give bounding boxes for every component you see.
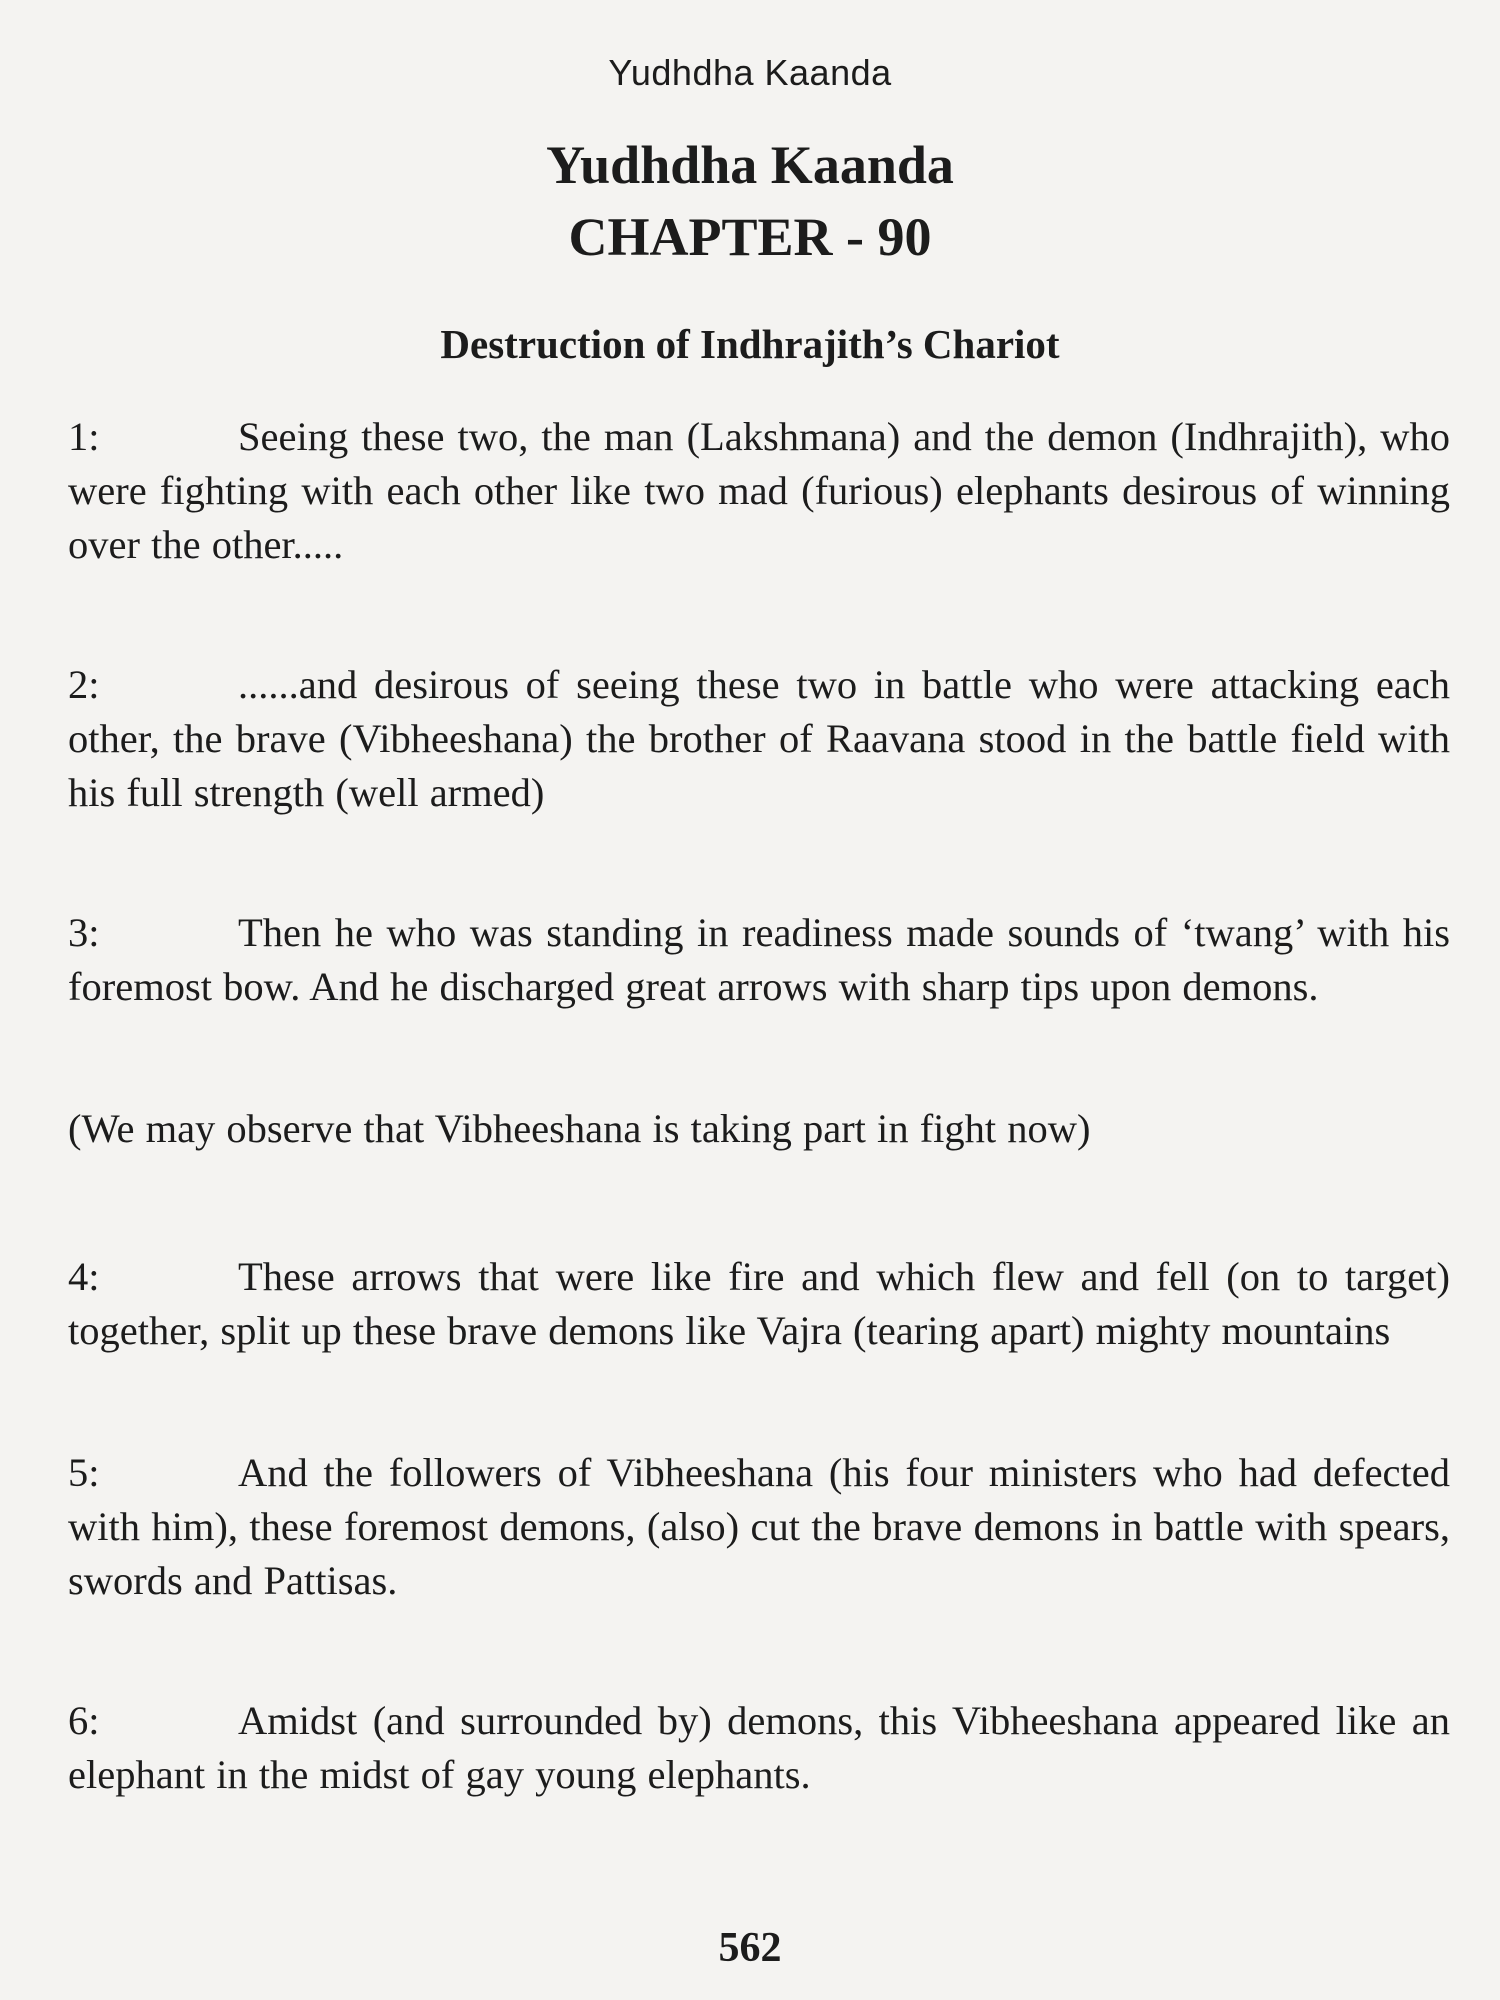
- verse-6: [68, 1694, 1450, 1802]
- verse-note: [68, 1102, 1450, 1156]
- running-head: Yudhdha Kaanda: [608, 52, 892, 93]
- verse-text: And the followers of Vibheeshana (his four ministers who had defected with him), these foremost demons, (also) cut the brave demons in battle with spears, swords and Pattisas.: [68, 1450, 1450, 1603]
- book-title: Yudhdha Kaanda: [546, 135, 954, 195]
- verse-number: 4:: [68, 1254, 100, 1299]
- verse-number: 3:: [68, 910, 100, 955]
- verse-number: 6:: [68, 1698, 100, 1743]
- verse-4: [68, 1250, 1450, 1358]
- verse-number: 5:: [68, 1450, 100, 1495]
- verse-text: These arrows that were like fire and which flew and fell (on to target) together, split up these brave demons like Vajra (tearing apart) mighty mountains: [68, 1254, 1450, 1353]
- verse-3: [68, 906, 1450, 1014]
- note-text: (We may observe that Vibheeshana is taking part in fight now): [68, 1106, 1091, 1151]
- page-number: 562: [718, 1925, 782, 1971]
- section-title: Destruction of Indhrajith’s Chariot: [440, 321, 1060, 367]
- verse-1: [68, 410, 1450, 572]
- verse-text: Amidst (and surrounded by) demons, this Vibheeshana appeared like an elephant in the midst of gay young elephants.: [68, 1698, 1450, 1797]
- verse-number: 2:: [68, 662, 100, 707]
- verse-text: Then he who was standing in readiness made sounds of ‘twang’ with his foremost bow. And he discharged great arrows with sharp tips upon demons.: [68, 910, 1450, 1009]
- chapter-title: CHAPTER - 90: [568, 207, 932, 267]
- verse-2: [68, 658, 1450, 820]
- verse-text: Seeing these two, the man (Lakshmana) and the demon (Indhrajith), who were fighting with each other like two mad (furious) elephants desirous of winning over the other.....: [68, 414, 1450, 567]
- verse-5: [68, 1446, 1450, 1608]
- verse-number: 1:: [68, 414, 100, 459]
- verse-text: ......and desirous of seeing these two in battle who were attacking each other, the brave (Vibheeshana) the brother of Raavana stood in the battle field with his full strength (well armed): [68, 662, 1450, 815]
